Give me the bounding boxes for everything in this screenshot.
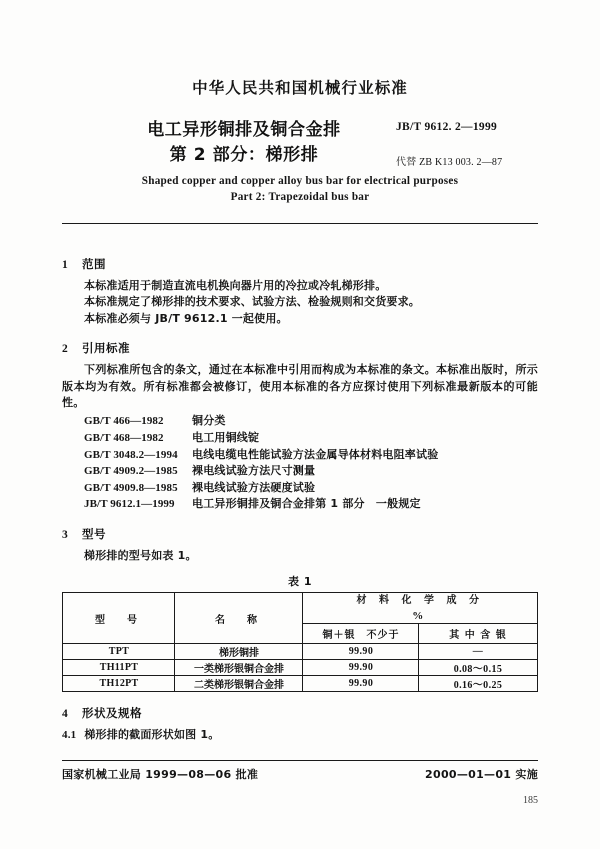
reference-name: 铜分类 — [192, 414, 226, 428]
section-1-paragraph-1: 本标准适用于制造直流电机换向器片用的冷拉或冷轧梯形排。 — [84, 279, 387, 292]
list-item — [84, 430, 538, 447]
implementation-date: 2000—01—01 实施 — [425, 768, 538, 781]
standard-identifiers — [396, 121, 576, 168]
standard-number: JB/T 9612. 2—1999 — [396, 121, 498, 133]
composition-group-title: 材 料 化 学 成 分 — [356, 595, 484, 607]
list-item — [84, 496, 538, 513]
section-3-paragraph-1: 梯形排的型号如表 1。 — [84, 549, 197, 562]
reference-name: 电工异形铜排及铜合金排 — [192, 497, 316, 511]
english-title-line-1: Shaped copper and copper alloy bus bar for electrical purposes — [141, 175, 459, 187]
section-1-number: 1 — [62, 259, 69, 271]
section-3-title: 型号 — [82, 527, 106, 541]
section-1-title: 范围 — [82, 257, 106, 271]
cell-model: TH12PT — [63, 676, 175, 692]
clause-number: 4.1 — [62, 729, 77, 742]
clause-text: 梯形排的截面形状如图 1。 — [84, 728, 220, 742]
reference-subname: 尺寸测量 — [270, 464, 316, 478]
list-item — [84, 413, 538, 430]
section-2-intro: 下列标准所包含的条文，通过在本标准中引用而构成为本标准的条文。本标准出版时，所示版本均为有效。所有标准都会被修订，使用本标准的各方应探讨使用下列标准最新版本的可能性。 — [62, 363, 538, 410]
section-2-heading — [62, 340, 538, 356]
section-4-title: 形状及规格 — [82, 706, 142, 721]
reference-name: 裸电线试验方法 — [192, 464, 271, 478]
table-row — [63, 644, 537, 660]
reference-name: 裸电线试验方法 — [192, 480, 271, 494]
column-header-silver-content: 其 中 含 银 — [419, 624, 537, 644]
reference-subname: 第 1 部分 一般规定 — [315, 497, 421, 511]
cell-cu-ag: 99.90 — [303, 660, 419, 676]
reference-code: GB/T 4909.8—1985 — [84, 481, 178, 494]
replaced-standard: 代替 ZB K13 003. 2—87 — [396, 157, 503, 168]
reference-code: GB/T 468—1982 — [84, 432, 164, 445]
cell-cu-ag: 99.90 — [303, 644, 419, 660]
list-item — [84, 480, 538, 497]
issuing-organization: 中华人民共和国机械行业标准 — [192, 79, 408, 97]
cell-name: 二类梯形银铜合金排 — [175, 676, 303, 692]
cell-name: 一类梯形银铜合金排 — [175, 660, 303, 676]
page-number: 185 — [523, 795, 538, 806]
section-2-title: 引用标准 — [82, 341, 130, 356]
section-2-number: 2 — [62, 343, 69, 356]
table-header-row-1 — [63, 593, 537, 624]
reference-code: GB/T 466—1982 — [84, 415, 164, 428]
header-divider — [62, 223, 538, 224]
document-body — [62, 243, 538, 744]
english-title-line-2: Part 2: Trapezoidal bus bar — [230, 191, 370, 203]
footer-divider — [62, 760, 538, 761]
section-1-paragraph-2: 本标准规定了梯形排的技术要求、试验方法、检验规则和交货要求。 — [84, 295, 420, 309]
approval-statement: 国家机械工业局 1999—08—06 批准 — [62, 768, 259, 781]
reference-code: GB/T 3048.2—1994 — [84, 448, 178, 461]
reference-subname: 金属导体材料电阻率试验 — [315, 447, 439, 461]
title-line-2: 第 2 部分：梯形排 — [169, 145, 319, 165]
table-1-specification — [62, 592, 537, 692]
section-4-clause-1 — [62, 727, 538, 743]
column-header-cu-plus-ag: 铜＋银 不少于 — [303, 624, 419, 644]
reference-subname: 硬度试验 — [270, 480, 316, 494]
section-4-number: 4 — [62, 708, 69, 721]
reference-code: GB/T 4909.2—1985 — [84, 465, 178, 478]
table-row — [63, 660, 537, 676]
composition-group-unit: % — [412, 610, 428, 623]
table-1-caption: 表 1 — [288, 575, 312, 589]
cell-name: 梯形铜排 — [175, 644, 303, 660]
cell-ag: 0.08～0.15 — [419, 660, 537, 676]
list-item — [84, 447, 538, 464]
column-header-model: 型 号 — [63, 593, 175, 644]
cell-model: TPT — [63, 644, 175, 660]
cell-ag: — — [419, 644, 537, 660]
reference-code: JB/T 9612.1—1999 — [84, 498, 175, 511]
list-item — [84, 463, 538, 480]
referenced-standards-list — [62, 413, 538, 513]
section-3-number: 3 — [62, 529, 69, 541]
document-title — [104, 118, 384, 168]
title-line-1: 电工异形铜排及铜合金排 — [147, 120, 341, 140]
document-footer — [62, 766, 538, 782]
column-header-composition-group — [303, 593, 537, 624]
cell-ag: 0.16～0.25 — [419, 676, 537, 692]
column-header-name: 名 称 — [175, 593, 303, 644]
cell-model: TH11PT — [63, 660, 175, 676]
cell-cu-ag: 99.90 — [303, 676, 419, 692]
english-title — [0, 175, 600, 203]
reference-name: 电工用铜线锭 — [192, 431, 260, 445]
section-1-paragraph-3: 本标准必须与 JB/T 9612.1 一起使用。 — [84, 311, 288, 325]
section-1-heading — [62, 256, 538, 272]
table-row — [63, 676, 537, 692]
section-4-heading — [62, 705, 538, 721]
reference-name: 电线电缆电性能试验方法 — [192, 447, 316, 461]
section-3-heading — [62, 526, 538, 542]
